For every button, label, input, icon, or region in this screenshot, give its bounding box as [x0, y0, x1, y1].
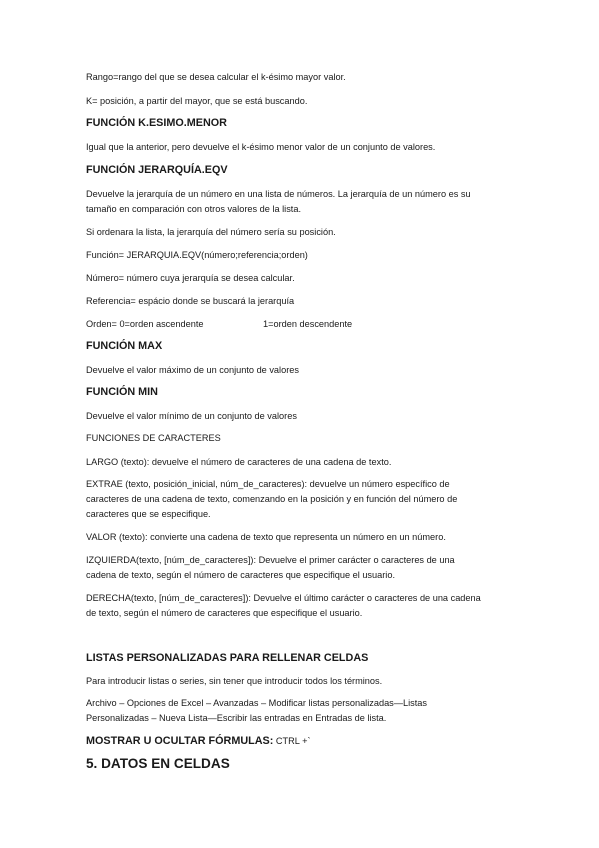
mostrar-formulas-shortcut: CTRL +` — [273, 736, 311, 746]
heading-listas-personalizadas: LISTAS PERSONALIZADAS PARA RELLENAR CELDAS — [86, 652, 369, 664]
jerarquia-description-line-2: tamaño en comparación con otros valores de la lista. — [86, 204, 302, 214]
max-description: Devuelve el valor máximo de un conjunto de valores — [86, 365, 299, 375]
derecha-description-line-1: DERECHA(texto, [núm_de_caracteres]): Devuelve el último carácter o caracteres de una cadena — [86, 593, 481, 603]
jerarquia-referencia-arg: Referencia= espácio donde se buscará la jerarquía — [86, 296, 295, 306]
extrae-description-line-2: caracteres de una cadena de texto, comenzando en la posición y en función del número de — [86, 494, 458, 504]
heading-mostrar-formulas — [86, 734, 311, 750]
heading-funciones-caracteres: FUNCIONES DE CARACTERES — [86, 433, 221, 443]
jerarquia-orden-arg — [86, 317, 204, 333]
mostrar-formulas-label: MOSTRAR U OCULTAR FÓRMULAS: — [86, 735, 274, 747]
orden-ascendente: Orden= 0=orden ascendente — [86, 319, 204, 329]
heading-jerarquia: FUNCIÓN JERARQUÍA.EQV — [86, 164, 228, 176]
extrae-description-line-1: EXTRAE (texto, posición_inicial, núm_de_caracteres): devuelve un número específico de — [86, 479, 450, 489]
heading-min: FUNCIÓN MIN — [86, 386, 158, 398]
largo-description: LARGO (texto): devuelve el número de caracteres de una cadena de texto. — [86, 457, 392, 467]
k-definition: K= posición, a partir del mayor, que se está buscando. — [86, 96, 308, 106]
min-description: Devuelve el valor mínimo de un conjunto de valores — [86, 411, 297, 421]
jerarquia-numero-arg: Número= número cuya jerarquía se desea calcular. — [86, 273, 295, 283]
izquierda-description-line-1: IZQUIERDA(texto, [núm_de_caracteres]): Devuelve el primer carácter o caracteres de una — [86, 555, 455, 565]
jerarquia-function-syntax: Función= JERARQUIA.EQV(número;referencia;orden) — [86, 250, 308, 260]
heading-datos-en-celdas: 5. DATOS EN CELDAS — [86, 756, 230, 771]
jerarquia-description-line-1: Devuelve la jerarquía de un número en una lista de números. La jerarquía de un número es su — [86, 189, 471, 199]
kesimo-menor-description: Igual que la anterior, pero devuelve el k-ésimo menor valor de un conjunto de valores. — [86, 142, 436, 152]
extrae-description-line-3: caracteres que se especifique. — [86, 509, 211, 519]
heading-kesimo-menor: FUNCIÓN K.ESIMO.MENOR — [86, 117, 227, 129]
valor-description: VALOR (texto): convierte una cadena de texto que representa un número en un número. — [86, 532, 446, 542]
derecha-description-line-2: de texto, según el número de caracteres que especifique el usuario. — [86, 608, 363, 618]
rango-definition: Rango=rango del que se desea calcular el k-ésimo mayor valor. — [86, 72, 346, 82]
listas-path-line-2: Personalizadas – Nueva Lista—Escribir las entradas en Entradas de lista. — [86, 713, 387, 723]
listas-path-line-1: Archivo – Opciones de Excel – Avanzadas – Modificar listas personalizadas—Listas — [86, 698, 427, 708]
listas-description: Para introducir listas o series, sin tener que introducir todos los términos. — [86, 676, 383, 686]
heading-max: FUNCIÓN MAX — [86, 340, 163, 352]
izquierda-description-line-2: cadena de texto, según el número de caracteres que especifique el usuario. — [86, 570, 396, 580]
jerarquia-description-line-3: Si ordenara la lista, la jerarquía del número sería su posición. — [86, 227, 336, 237]
orden-descendente: 1=orden descendente — [263, 319, 353, 329]
